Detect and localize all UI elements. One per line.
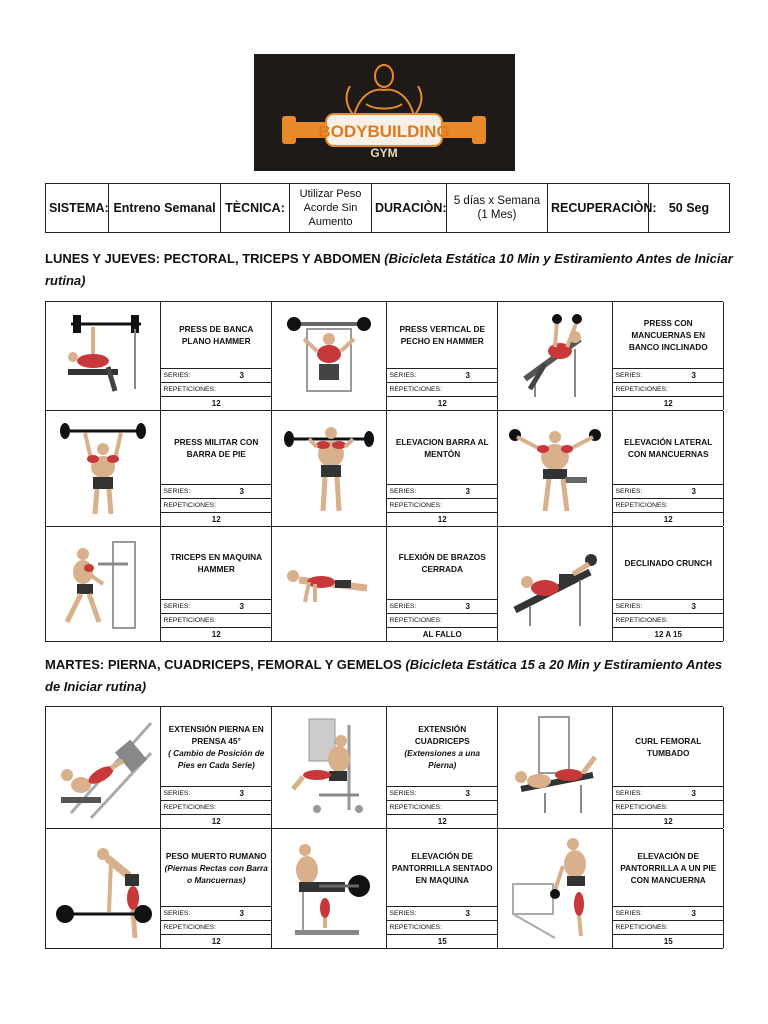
- series-value: 3: [691, 602, 696, 611]
- exercise-row: [46, 411, 723, 527]
- reps-value: 12: [161, 396, 271, 410]
- exercise-name: PRESS VERTICAL DE PECHO EN HAMMER: [399, 324, 486, 346]
- seated-calf-raise-illustration: [272, 829, 387, 948]
- series-value: 3: [691, 909, 696, 918]
- series-value: 3: [465, 371, 470, 380]
- exercise-name: ELEVACION BARRA AL MENTÓN: [395, 436, 489, 459]
- series-value: 3: [465, 487, 470, 496]
- series-label: SERIES:: [389, 488, 417, 495]
- exercise-name: EXTENSIÓN CUADRICEPS: [414, 723, 470, 746]
- series-value: 3: [691, 371, 696, 380]
- reps-value: 12: [613, 814, 723, 828]
- reps-value: 12: [387, 512, 497, 526]
- series-value: 3: [691, 487, 696, 496]
- exercise-cell: [272, 302, 498, 410]
- exercise-note: (Piernas Rectas con Barra o Mancuernas): [164, 862, 268, 885]
- reps-label: REPETICIONES:: [615, 924, 668, 931]
- romanian-deadlift-illustration: [46, 829, 161, 948]
- exercise-name: DECLINADO CRUNCH: [624, 558, 713, 568]
- recuperacion-value: 50 Seg: [649, 184, 730, 233]
- section-2-note: (Bicicleta Estática 15 a 20 Min y Estiramiento Antes de Iniciar rutina): [45, 657, 723, 694]
- reps-label: REPETICIONES:: [615, 502, 668, 509]
- reps-value: 12: [387, 396, 497, 410]
- bodybuilder-logo-icon: [347, 65, 422, 116]
- exercise-row: [46, 829, 723, 949]
- recuperacion-label: RECUPERACIÒN:: [548, 184, 649, 233]
- section-1-title: [45, 248, 735, 292]
- tecnica-value: Utilizar Peso Acorde Sin Aumento: [290, 184, 372, 233]
- reps-label: REPETICIONES:: [389, 386, 442, 393]
- reps-label: REPETICIONES:: [163, 804, 216, 811]
- exercise-cell: [272, 707, 498, 828]
- reps-value: 12: [161, 512, 271, 526]
- series-value: 3: [465, 909, 470, 918]
- exercise-name: EXTENSIÓN PIERNA EN PRENSA 45°: [168, 723, 264, 746]
- reps-label: REPETICIONES:: [615, 804, 668, 811]
- decline-crunch-illustration: [498, 527, 613, 641]
- exercise-note: (Extensiones a una Pierna): [404, 747, 481, 770]
- exercise-name: PRESS DE BANCA PLANO HAMMER: [179, 324, 254, 346]
- series-label: SERIES:: [389, 603, 417, 610]
- series-label: SERIES:: [615, 603, 643, 610]
- military-press-illustration: [46, 411, 161, 526]
- series-label: SERIES:: [389, 790, 417, 797]
- triceps-machine-illustration: [46, 527, 161, 641]
- vertical-chest-press-illustration: [272, 302, 387, 410]
- section-2-title: [45, 654, 735, 698]
- tecnica-label: TÈCNICA:: [221, 184, 290, 233]
- section-2-grid: [45, 706, 723, 949]
- series-label: SERIES:: [615, 488, 643, 495]
- exercise-cell: [498, 707, 724, 828]
- exercise-cell: [498, 829, 724, 948]
- reps-label: REPETICIONES:: [163, 502, 216, 509]
- series-value: 3: [465, 789, 470, 798]
- series-value: 3: [239, 909, 244, 918]
- reps-value: 12: [161, 934, 271, 948]
- upright-row-illustration: [272, 411, 387, 526]
- series-label: SERIES:: [163, 910, 191, 917]
- exercise-name: PRESS MILITAR CON BARRA DE PIE: [174, 436, 259, 459]
- exercise-cell: [46, 411, 272, 526]
- leg-extension-illustration: [272, 707, 387, 828]
- reps-label: REPETICIONES:: [615, 386, 668, 393]
- section-2-heading: MARTES: PIERNA, CUADRICEPS, FEMORAL Y GEMELOS: [45, 657, 402, 672]
- reps-value: 15: [613, 934, 723, 948]
- exercise-cell: [46, 302, 272, 410]
- series-label: SERIES:: [163, 790, 191, 797]
- single-leg-calf-raise-illustration: [498, 829, 613, 948]
- sistema-value: Entreno Semanal: [109, 184, 221, 233]
- reps-label: REPETICIONES:: [615, 617, 668, 624]
- exercise-note: ( Cambio de Posición de Pies en Cada Serie): [168, 747, 265, 770]
- exercise-cell: [272, 527, 498, 641]
- reps-value: 12: [161, 814, 271, 828]
- routine-info-table: [45, 183, 730, 233]
- reps-label: REPETICIONES:: [389, 804, 442, 811]
- duracion-label: DURACIÒN:: [372, 184, 447, 233]
- exercise-row: [46, 707, 723, 829]
- reps-label: REPETICIONES:: [389, 502, 442, 509]
- reps-value: 15: [387, 934, 497, 948]
- exercise-name: PRESS CON MANCUERNAS EN BANCO INCLINADO: [628, 318, 708, 352]
- exercise-cell: [272, 829, 498, 948]
- reps-value: 12: [613, 512, 723, 526]
- series-label: SERIES:: [389, 910, 417, 917]
- bench-press-illustration: [46, 302, 161, 410]
- exercise-name: CURL FEMORAL TUMBADO: [635, 735, 702, 758]
- leg-press-illustration: [46, 707, 161, 828]
- reps-value: 12: [387, 814, 497, 828]
- exercise-cell: [46, 829, 272, 948]
- reps-value: 12 A 15: [613, 627, 723, 641]
- series-label: SERIES:: [615, 910, 643, 917]
- section-1-note: (Bicicleta Estática 10 Min y Estiramiento Antes de Iniciar rutina): [45, 251, 733, 288]
- reps-label: REPETICIONES:: [389, 924, 442, 931]
- series-value: 3: [465, 602, 470, 611]
- series-value: 3: [239, 487, 244, 496]
- exercise-cell: [272, 411, 498, 526]
- reps-value: 12: [613, 396, 723, 410]
- reps-label: REPETICIONES:: [163, 386, 216, 393]
- series-label: SERIES:: [615, 372, 643, 379]
- exercise-cell: [46, 707, 272, 828]
- series-label: SERIES:: [389, 372, 417, 379]
- exercise-cell: [46, 527, 272, 641]
- lateral-raise-illustration: [498, 411, 613, 526]
- reps-value: AL FALLO: [387, 627, 497, 641]
- close-grip-pushup-illustration: [272, 527, 387, 641]
- exercise-row: [46, 302, 723, 411]
- gym-logo: [254, 54, 515, 171]
- reps-label: REPETICIONES:: [163, 924, 216, 931]
- exercise-name: PESO MUERTO RUMANO: [165, 850, 267, 861]
- exercise-name: ELEVACIÓN LATERAL CON MANCUERNAS: [624, 436, 713, 459]
- incline-dumbbell-press-illustration: [498, 302, 613, 410]
- exercise-name: ELEVACIÓN DE PANTORRILLA A UN PIE CON MANCUERNA: [620, 850, 717, 885]
- sistema-label: SISTEMA:: [46, 184, 109, 233]
- exercise-name: FLEXIÓN DE BRAZOS CERRADA: [398, 552, 486, 574]
- exercise-name: TRICEPS EN MAQUINA HAMMER: [170, 552, 263, 574]
- section-1-grid: [45, 301, 723, 642]
- exercise-cell: [498, 527, 724, 641]
- exercise-name: ELEVACIÓN DE PANTORRILLA SENTADO EN MAQUINA: [391, 850, 493, 885]
- lying-leg-curl-illustration: [498, 707, 613, 828]
- series-value: 3: [239, 371, 244, 380]
- series-value: 3: [691, 789, 696, 798]
- reps-label: REPETICIONES:: [163, 617, 216, 624]
- logo-main-text: BODYBUILDING: [318, 122, 450, 141]
- series-value: 3: [239, 602, 244, 611]
- exercise-cell: [498, 302, 724, 410]
- exercise-row: [46, 527, 723, 642]
- section-1-heading: LUNES Y JUEVES: PECTORAL, TRICEPS Y ABDOMEN: [45, 251, 381, 266]
- series-label: SERIES:: [163, 603, 191, 610]
- series-label: SERIES:: [163, 488, 191, 495]
- logo-sub-text: GYM: [370, 146, 398, 160]
- reps-value: 12: [161, 627, 271, 641]
- reps-label: REPETICIONES:: [389, 617, 442, 624]
- series-label: SERIES:: [615, 790, 643, 797]
- series-label: SERIES:: [163, 372, 191, 379]
- series-value: 3: [239, 789, 244, 798]
- duracion-value: 5 días x Semana (1 Mes): [447, 184, 548, 233]
- exercise-cell: [498, 411, 724, 526]
